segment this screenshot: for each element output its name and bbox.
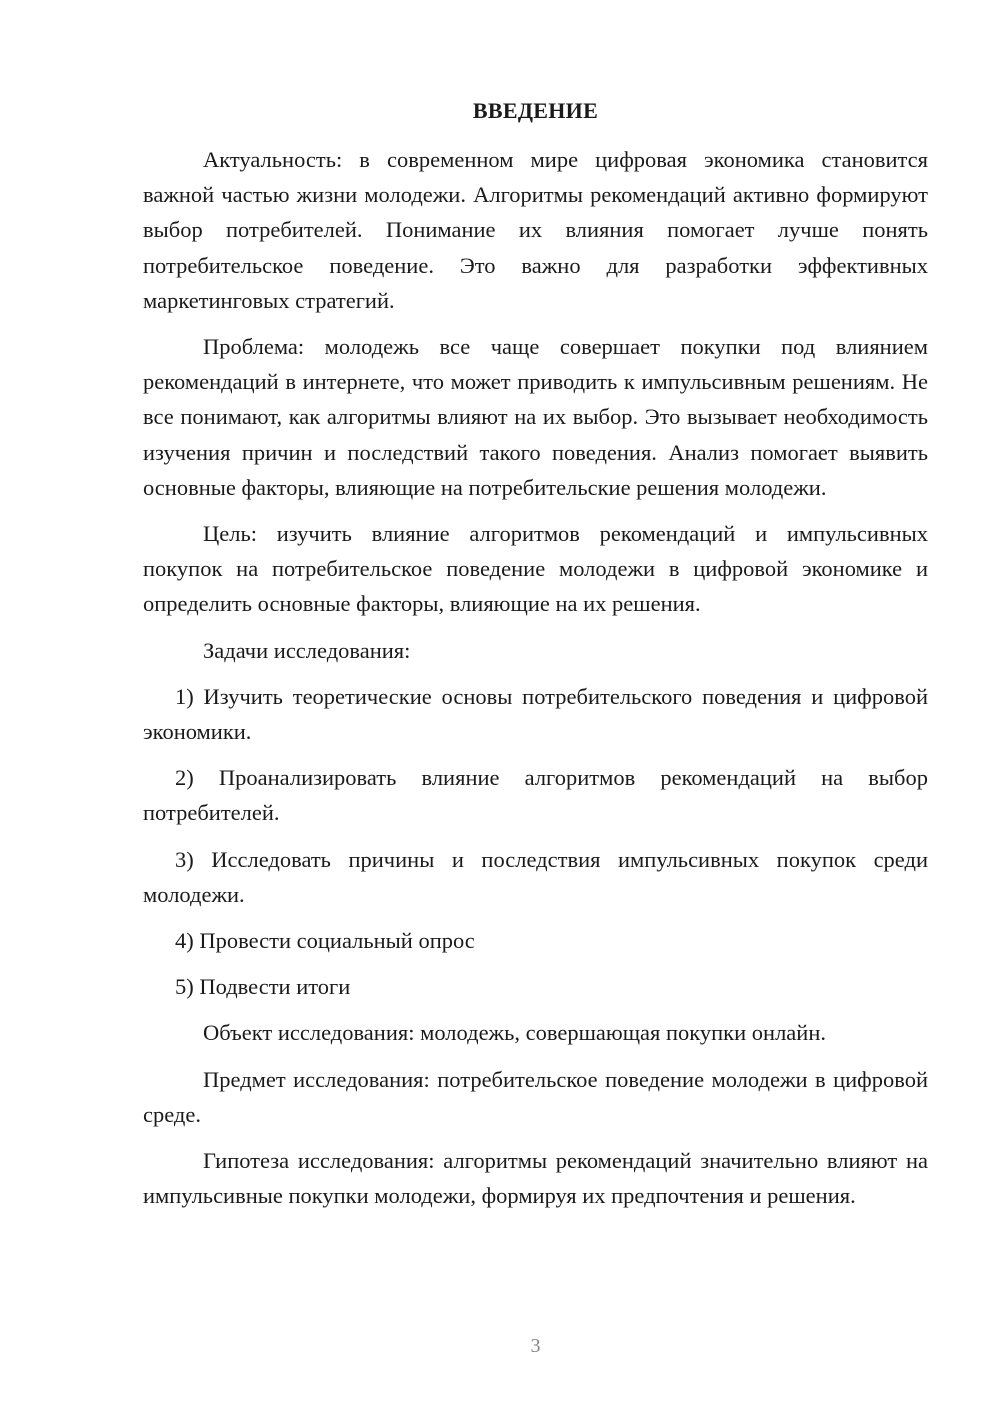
- paragraph-object: Объект исследования: молодежь, совершающая покупки онлайн.: [203, 1020, 826, 1046]
- paragraph-problem: Проблема: молодежь все чаще совершает покупки под влиянием рекомендаций в интернете, что может приводить к импульсивным решениям. Не все понимают, как алгоритмы влияют на их выбор. Это вызывает необходимость изучения причин и последствий такого поведения. Анализ помогает выявить основные факторы, влияющие на потребительские решения молодежи.: [143, 334, 928, 500]
- document-page: [143, 0, 928, 1414]
- paragraph-subject: Предмет исследования: потребительское поведение молодежи в цифровой среде.: [143, 1066, 928, 1127]
- paragraph-relevance: Актуальность: в современном мире цифровая экономика становится важной частью жизни молодежи. Алгоритмы рекомендаций активно формируют выбор потребителей. Понимание их влияния помогает лучше понять потребительское поведение. Это важно для разработки эффективных маркетинговых стратегий.: [143, 147, 928, 313]
- page-number: 3: [530, 1335, 541, 1357]
- task-item-1: 1) Изучить теоретические основы потребительского поведения и цифровой экономики.: [143, 683, 928, 745]
- tasks-heading: Задачи исследования:: [203, 637, 411, 663]
- paragraph-goal: Цель: изучить влияние алгоритмов рекомендаций и импульсивных покупок на потребительское поведение молодежи в цифровой экономике и определить основные факторы, влияющие на их решения.: [143, 521, 928, 617]
- page-title: ВВЕДЕНИЕ: [472, 98, 599, 123]
- task-item-2: 2) Проанализировать влияние алгоритмов рекомендаций на выбор потребителей.: [143, 765, 928, 826]
- document-body: [143, 142, 928, 1224]
- task-item-5: 5) Подвести итоги: [175, 974, 351, 1000]
- task-item-4: 4) Провести социальный опрос: [175, 928, 475, 954]
- task-item-3: 3) Исследовать причины и последствия импульсивных покупок среди молодежи.: [143, 846, 928, 907]
- paragraph-hypothesis: Гипотеза исследования: алгоритмы рекомендаций значительно влияют на импульсивные покупки молодежи, формируя их предпочтения и решения.: [143, 1148, 928, 1209]
